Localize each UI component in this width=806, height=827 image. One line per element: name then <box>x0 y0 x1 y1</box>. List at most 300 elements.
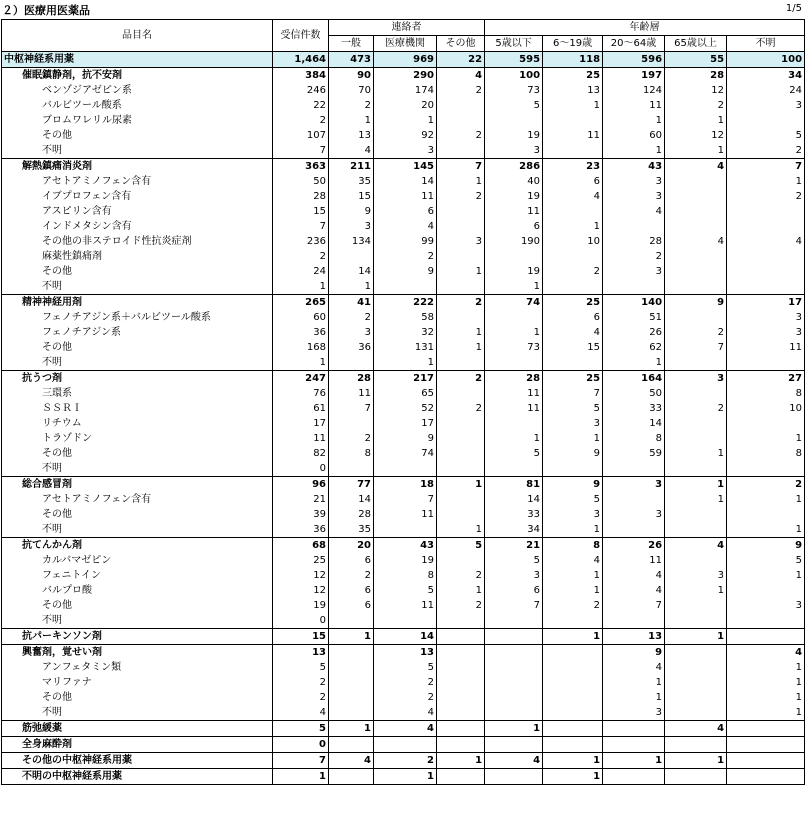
table-body <box>2 52 805 785</box>
cell-value: 4 <box>665 159 727 175</box>
table-row <box>2 583 805 598</box>
row-name: 抗うつ剤 <box>2 371 273 387</box>
row-name: 抗パーキンソン剤 <box>2 629 273 645</box>
table-row <box>2 204 805 219</box>
header-age-6-19: 6～19歳 <box>543 36 603 52</box>
cell-value <box>603 721 665 737</box>
row-name: 解熱鎮痛消炎剤 <box>2 159 273 175</box>
cell-value <box>485 705 543 721</box>
cell-value: 0 <box>273 461 329 477</box>
row-name: 不明 <box>2 705 273 721</box>
cell-value <box>543 660 603 675</box>
cell-value: 2 <box>665 325 727 340</box>
cell-value: 1 <box>665 113 727 128</box>
cell-value <box>374 461 437 477</box>
cell-value: 17 <box>374 416 437 431</box>
row-name: アスピリン含有 <box>2 204 273 219</box>
cell-value: 473 <box>329 52 374 68</box>
cell-value: 2 <box>437 598 485 613</box>
cell-value: 7 <box>437 159 485 175</box>
cell-value: 6 <box>543 174 603 189</box>
cell-value <box>665 249 727 264</box>
cell-value: 7 <box>665 340 727 355</box>
row-name: その他の非ステロイド性抗炎症剤 <box>2 234 273 249</box>
cell-value: 68 <box>273 538 329 554</box>
cell-value <box>665 613 727 629</box>
cell-value: 1 <box>543 629 603 645</box>
row-name: リチウム <box>2 416 273 431</box>
table-row <box>2 477 805 493</box>
cell-value: 1 <box>727 568 805 583</box>
cell-value <box>437 219 485 234</box>
cell-value: 3 <box>727 598 805 613</box>
cell-value: 1 <box>727 675 805 690</box>
cell-value: 290 <box>374 68 437 84</box>
cell-value: 3 <box>329 219 374 234</box>
table-row <box>2 507 805 522</box>
cell-value: 2 <box>543 598 603 613</box>
cell-value: 3 <box>727 325 805 340</box>
cell-value: 62 <box>603 340 665 355</box>
cell-value: 1 <box>665 753 727 769</box>
cell-value: 3 <box>727 310 805 325</box>
cell-value: 4 <box>543 325 603 340</box>
cell-value: 2 <box>273 249 329 264</box>
cell-value <box>727 507 805 522</box>
cell-value: 14 <box>485 492 543 507</box>
cell-value: 39 <box>273 507 329 522</box>
header-age-group: 年齢層 <box>485 20 805 36</box>
cell-value: 1 <box>727 174 805 189</box>
cell-value <box>665 598 727 613</box>
cell-value: 28 <box>329 371 374 387</box>
cell-value: 4 <box>603 660 665 675</box>
cell-value: 5 <box>727 128 805 143</box>
cell-value: 13 <box>329 128 374 143</box>
cell-value: 2 <box>543 264 603 279</box>
cell-value: 60 <box>273 310 329 325</box>
cell-value <box>437 143 485 159</box>
cell-value: 1 <box>665 583 727 598</box>
cell-value: 11 <box>485 401 543 416</box>
cell-value <box>437 355 485 371</box>
row-name: マリファナ <box>2 675 273 690</box>
cell-value: 99 <box>374 234 437 249</box>
row-name: 不明の中枢神経系用薬 <box>2 769 273 785</box>
cell-value: 1 <box>603 113 665 128</box>
cell-value: 8 <box>727 446 805 461</box>
cell-value: 2 <box>727 143 805 159</box>
cell-value: 2 <box>665 401 727 416</box>
table-row <box>2 159 805 175</box>
cell-value <box>665 553 727 568</box>
cell-value: 77 <box>329 477 374 493</box>
row-name: 不明 <box>2 461 273 477</box>
table-row <box>2 386 805 401</box>
cell-value: 5 <box>543 401 603 416</box>
cell-value: 2 <box>329 568 374 583</box>
cell-value: 4 <box>665 538 727 554</box>
cell-value: 22 <box>437 52 485 68</box>
cell-value: 9 <box>329 204 374 219</box>
cell-value: 96 <box>273 477 329 493</box>
cell-value: 8 <box>603 431 665 446</box>
cell-value <box>665 705 727 721</box>
cell-value: 1 <box>485 721 543 737</box>
cell-value: 3 <box>603 264 665 279</box>
table-row <box>2 234 805 249</box>
table-row <box>2 431 805 446</box>
cell-value: 1 <box>273 769 329 785</box>
cell-value: 26 <box>603 325 665 340</box>
row-name: 全身麻酔剤 <box>2 737 273 753</box>
cell-value: 11 <box>603 98 665 113</box>
cell-value <box>603 461 665 477</box>
table-row <box>2 52 805 68</box>
cell-value <box>329 416 374 431</box>
cell-value <box>437 769 485 785</box>
cell-value: 21 <box>273 492 329 507</box>
cell-value: 35 <box>329 522 374 538</box>
header-contact-medical: 医療機関 <box>374 36 437 52</box>
cell-value: 0 <box>273 613 329 629</box>
cell-value <box>603 492 665 507</box>
cell-value: 11 <box>329 386 374 401</box>
cell-value: 28 <box>273 189 329 204</box>
cell-value: 15 <box>329 189 374 204</box>
cell-value <box>485 461 543 477</box>
cell-value: 4 <box>603 568 665 583</box>
cell-value <box>543 279 603 295</box>
cell-value <box>727 737 805 753</box>
cell-value <box>437 113 485 128</box>
cell-value: 33 <box>603 401 665 416</box>
cell-value <box>437 431 485 446</box>
cell-value: 28 <box>665 68 727 84</box>
row-name: その他 <box>2 598 273 613</box>
cell-value <box>665 204 727 219</box>
cell-value: 14 <box>603 416 665 431</box>
cell-value: 20 <box>329 538 374 554</box>
cell-value <box>437 690 485 705</box>
cell-value <box>603 769 665 785</box>
cell-value: 190 <box>485 234 543 249</box>
statistics-table <box>1 19 805 785</box>
cell-value <box>665 310 727 325</box>
table-row <box>2 660 805 675</box>
cell-value: 2 <box>329 98 374 113</box>
table-row <box>2 598 805 613</box>
cell-value: 2 <box>437 128 485 143</box>
cell-value: 41 <box>329 295 374 311</box>
cell-value: 23 <box>543 159 603 175</box>
table-row <box>2 568 805 583</box>
cell-value <box>485 737 543 753</box>
cell-value: 1 <box>437 753 485 769</box>
cell-value <box>437 645 485 661</box>
cell-value: 3 <box>329 325 374 340</box>
cell-value: 1 <box>374 113 437 128</box>
row-name: インドメタシン含有 <box>2 219 273 234</box>
cell-value: 14 <box>329 264 374 279</box>
cell-value: 0 <box>273 737 329 753</box>
cell-value: 8 <box>727 386 805 401</box>
cell-value: 3 <box>603 477 665 493</box>
cell-value: 124 <box>603 83 665 98</box>
cell-value: 2 <box>374 249 437 264</box>
cell-value: 11 <box>374 507 437 522</box>
cell-value: 3 <box>603 705 665 721</box>
cell-value <box>437 416 485 431</box>
cell-value: 19 <box>273 598 329 613</box>
cell-value: 4 <box>273 705 329 721</box>
table-row <box>2 737 805 753</box>
cell-value: 1 <box>665 492 727 507</box>
cell-value: 1 <box>603 355 665 371</box>
cell-value <box>485 355 543 371</box>
cell-value: 17 <box>273 416 329 431</box>
cell-value <box>543 675 603 690</box>
cell-value <box>485 769 543 785</box>
cell-value: 9 <box>543 477 603 493</box>
cell-value: 90 <box>329 68 374 84</box>
cell-value: 1 <box>543 583 603 598</box>
cell-value: 3 <box>374 143 437 159</box>
cell-value: 197 <box>603 68 665 84</box>
cell-value: 1 <box>374 355 437 371</box>
cell-value: 4 <box>329 143 374 159</box>
cell-value <box>603 522 665 538</box>
cell-value: 3 <box>603 174 665 189</box>
cell-value: 11 <box>603 553 665 568</box>
cell-value: 1 <box>727 660 805 675</box>
table-row <box>2 461 805 477</box>
cell-value: 7 <box>273 143 329 159</box>
cell-value <box>665 279 727 295</box>
cell-value: 1 <box>727 522 805 538</box>
cell-value: 6 <box>485 219 543 234</box>
cell-value <box>543 690 603 705</box>
cell-value: 11 <box>374 598 437 613</box>
cell-value: 174 <box>374 83 437 98</box>
cell-value: 8 <box>543 538 603 554</box>
cell-value: 50 <box>603 386 665 401</box>
cell-value <box>437 249 485 264</box>
cell-value: 7 <box>329 401 374 416</box>
table-row <box>2 401 805 416</box>
cell-value <box>437 98 485 113</box>
cell-value <box>485 690 543 705</box>
cell-value: 8 <box>374 568 437 583</box>
cell-value: 596 <box>603 52 665 68</box>
cell-value <box>665 769 727 785</box>
row-name: 抗てんかん剤 <box>2 538 273 554</box>
cell-value <box>543 461 603 477</box>
cell-value: 2 <box>437 568 485 583</box>
cell-value: 2 <box>727 189 805 204</box>
cell-value: 24 <box>273 264 329 279</box>
header-age-unknown: 不明 <box>727 36 805 52</box>
cell-value: 1 <box>437 583 485 598</box>
cell-value: 2 <box>374 753 437 769</box>
header-total: 受信件数 <box>273 20 329 52</box>
cell-value: 11 <box>273 431 329 446</box>
cell-value: 76 <box>273 386 329 401</box>
cell-value: 34 <box>485 522 543 538</box>
cell-value <box>727 204 805 219</box>
cell-value <box>485 675 543 690</box>
cell-value: 18 <box>374 477 437 493</box>
cell-value <box>437 204 485 219</box>
row-name: フェノチアジン系 <box>2 325 273 340</box>
cell-value <box>727 461 805 477</box>
header-age-under5: 5歳以下 <box>485 36 543 52</box>
cell-value: 1 <box>665 446 727 461</box>
cell-value <box>329 769 374 785</box>
cell-value: 6 <box>329 583 374 598</box>
row-name: 不明 <box>2 279 273 295</box>
cell-value <box>437 737 485 753</box>
header-contact-general: 一般 <box>329 36 374 52</box>
cell-value: 131 <box>374 340 437 355</box>
cell-value: 1 <box>543 98 603 113</box>
cell-value: 5 <box>374 583 437 598</box>
cell-value: 3 <box>437 234 485 249</box>
cell-value: 3 <box>543 416 603 431</box>
cell-value: 2 <box>374 690 437 705</box>
cell-value: 4 <box>374 705 437 721</box>
cell-value: 5 <box>273 660 329 675</box>
cell-value: 9 <box>665 295 727 311</box>
row-name: フェノチアジン系＋バルビツール酸系 <box>2 310 273 325</box>
cell-value: 4 <box>665 234 727 249</box>
cell-value: 2 <box>273 675 329 690</box>
cell-value: 22 <box>273 98 329 113</box>
cell-value <box>329 249 374 264</box>
table-row <box>2 690 805 705</box>
cell-value: 1 <box>329 629 374 645</box>
cell-value: 1 <box>727 705 805 721</box>
cell-value: 164 <box>603 371 665 387</box>
cell-value: 1 <box>603 690 665 705</box>
cell-value: 3 <box>727 98 805 113</box>
cell-value: 25 <box>543 295 603 311</box>
cell-value: 36 <box>273 325 329 340</box>
cell-value <box>603 219 665 234</box>
cell-value: 1 <box>273 355 329 371</box>
cell-value: 1 <box>603 675 665 690</box>
cell-value <box>374 279 437 295</box>
table-row <box>2 249 805 264</box>
cell-value: 9 <box>374 264 437 279</box>
cell-value: 33 <box>485 507 543 522</box>
cell-value <box>485 613 543 629</box>
cell-value: 14 <box>374 174 437 189</box>
cell-value: 7 <box>273 219 329 234</box>
cell-value: 50 <box>273 174 329 189</box>
cell-value: 59 <box>603 446 665 461</box>
cell-value: 134 <box>329 234 374 249</box>
row-name: その他 <box>2 690 273 705</box>
cell-value: 384 <box>273 68 329 84</box>
cell-value: 21 <box>485 538 543 554</box>
cell-value: 6 <box>374 204 437 219</box>
cell-value <box>543 113 603 128</box>
cell-value: 9 <box>727 538 805 554</box>
page-number: 1/5 <box>785 3 802 14</box>
cell-value: 1 <box>665 477 727 493</box>
cell-value: 60 <box>603 128 665 143</box>
cell-value <box>665 174 727 189</box>
cell-value: 7 <box>603 598 665 613</box>
cell-value: 3 <box>485 568 543 583</box>
cell-value: 5 <box>485 98 543 113</box>
cell-value: 5 <box>727 553 805 568</box>
cell-value: 8 <box>329 446 374 461</box>
cell-value <box>727 416 805 431</box>
cell-value: 25 <box>543 68 603 84</box>
table-row <box>2 68 805 84</box>
cell-value: 7 <box>727 159 805 175</box>
cell-value <box>543 355 603 371</box>
row-name: 催眠鎮静剤，抗不安剤 <box>2 68 273 84</box>
cell-value: 1 <box>485 431 543 446</box>
row-name: 総合感冒剤 <box>2 477 273 493</box>
cell-value: 7 <box>485 598 543 613</box>
cell-value: 13 <box>543 83 603 98</box>
cell-value: 1 <box>543 522 603 538</box>
cell-value <box>665 461 727 477</box>
cell-value <box>543 721 603 737</box>
table-row <box>2 753 805 769</box>
row-name: ＳＳＲＩ <box>2 401 273 416</box>
cell-value: 14 <box>374 629 437 645</box>
cell-value <box>543 645 603 661</box>
cell-value: 82 <box>273 446 329 461</box>
cell-value <box>485 113 543 128</box>
header-contact-other: その他 <box>437 36 485 52</box>
table-row <box>2 325 805 340</box>
table-row <box>2 189 805 204</box>
cell-value <box>437 705 485 721</box>
cell-value <box>665 264 727 279</box>
cell-value: 4 <box>329 753 374 769</box>
cell-value <box>437 629 485 645</box>
cell-value: 61 <box>273 401 329 416</box>
cell-value: 11 <box>543 128 603 143</box>
table-row <box>2 355 805 371</box>
cell-value: 13 <box>273 645 329 661</box>
row-name: 筋弛緩薬 <box>2 721 273 737</box>
cell-value: 12 <box>665 128 727 143</box>
cell-value: 2 <box>329 310 374 325</box>
table-row <box>2 310 805 325</box>
table-row <box>2 613 805 629</box>
cell-value <box>437 386 485 401</box>
table-row <box>2 279 805 295</box>
cell-value: 14 <box>329 492 374 507</box>
cell-value: 19 <box>485 128 543 143</box>
cell-value: 25 <box>543 371 603 387</box>
cell-value: 7 <box>374 492 437 507</box>
cell-value: 168 <box>273 340 329 355</box>
cell-value <box>665 431 727 446</box>
cell-value <box>437 279 485 295</box>
row-name: 精神神経用剤 <box>2 295 273 311</box>
cell-value: 265 <box>273 295 329 311</box>
cell-value <box>329 355 374 371</box>
cell-value: 4 <box>665 721 727 737</box>
